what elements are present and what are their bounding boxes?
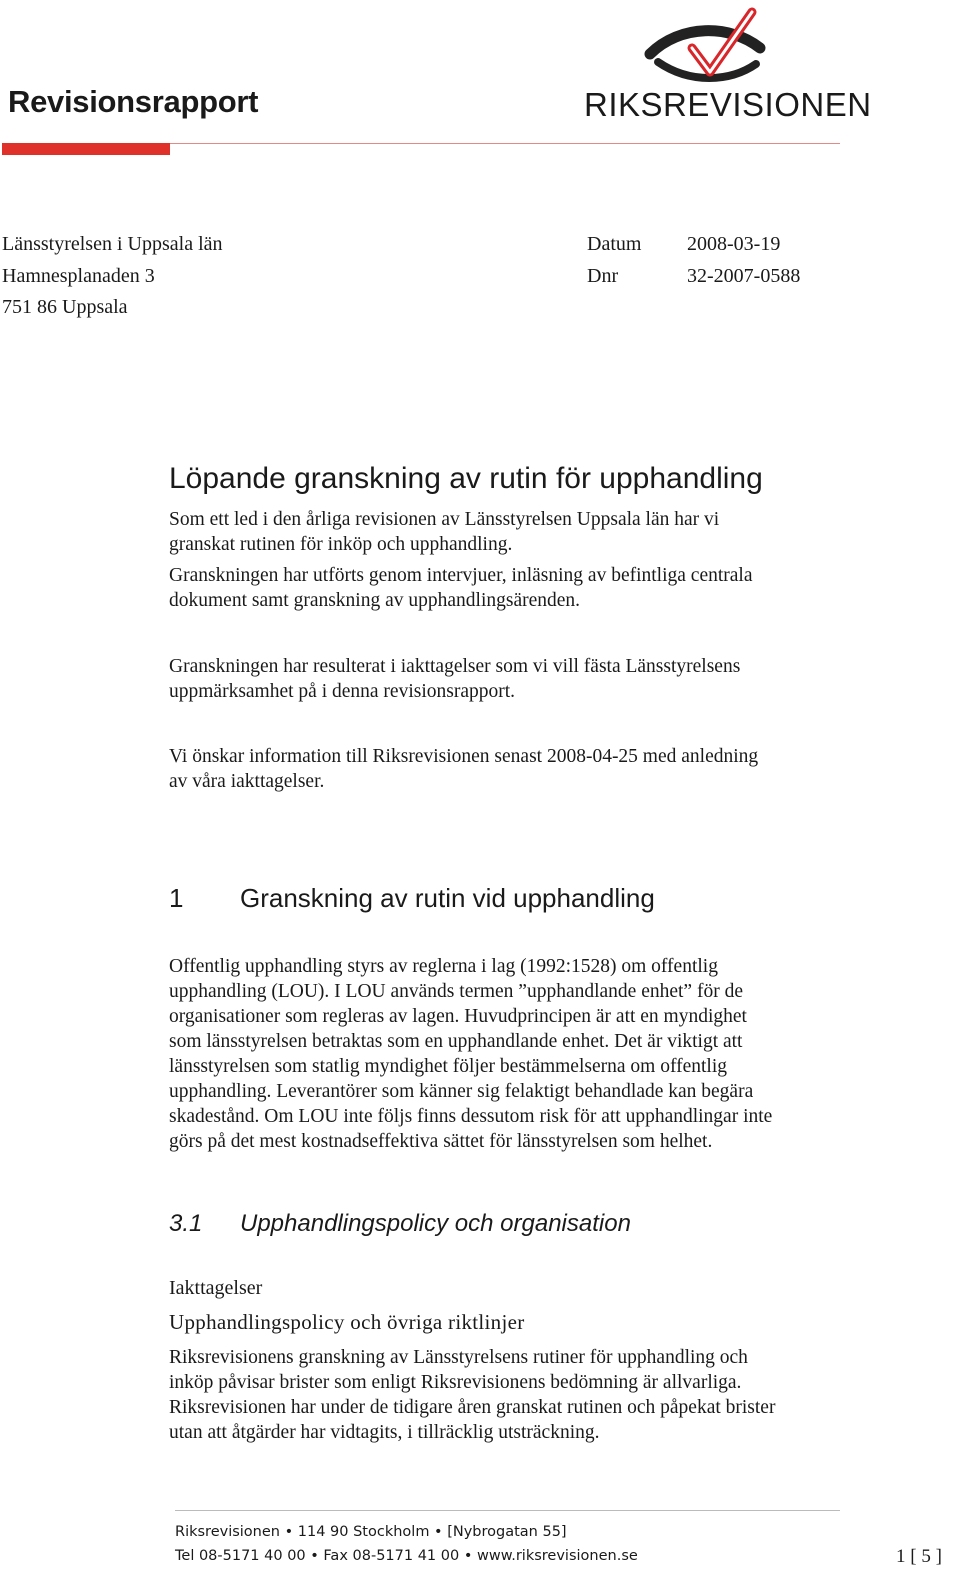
text-line: upphandling. Leverantörer som känner sig felaktigt behandlade kan begära (169, 1081, 754, 1102)
section-3-1-paragraph (169, 1345, 859, 1445)
text-line: Som ett led i den årliga revisionen av Länsstyrelsen Uppsala län har vi (169, 509, 720, 530)
section-title: Upphandlingspolicy och organisation (240, 1210, 631, 1237)
section-3-1-heading (169, 1210, 631, 1238)
intro-paragraph-2 (169, 563, 859, 613)
date-label: Datum (587, 233, 642, 255)
section-number: 3.1 (169, 1210, 203, 1237)
text-line: uppmärksamhet på i denna revisionsrapport. (169, 681, 516, 702)
footer-divider (175, 1510, 840, 1511)
text-line: organisationer som regleras av lagen. Huvudprincipen är att en myndighet (169, 1006, 747, 1027)
text-line: som länsstyrelsen betraktas som en upphandlande enhet. Det är viktigt att (169, 1031, 743, 1052)
text-line: Granskningen har resulterat i iakttagelser som vi vill fästa Länsstyrelsens (169, 656, 741, 677)
section-number: 1 (169, 883, 184, 913)
section-title: Granskning av rutin vid upphandling (240, 883, 655, 913)
text-line: Offentlig upphandling styrs av reglerna i lag (1992:1528) om offentlig (169, 956, 718, 977)
recipient-name: Länsstyrelsen i Uppsala län (2, 233, 223, 255)
recipient-postal: 751 86 Uppsala (2, 296, 128, 318)
text-line: upphandling (LOU). I LOU används termen ”upphandlande enhet” för de (169, 981, 743, 1002)
intro-paragraph-1 (169, 507, 859, 557)
section-1-paragraph (169, 954, 859, 1154)
text-line: skadestånd. Om LOU inte följs finns dessutom risk för att upphandlingar inte (169, 1106, 773, 1127)
observations-label: Iakttagelser (169, 1277, 263, 1299)
text-line: Granskningen har utförts genom intervjuer, inläsning av befintliga centrala (169, 565, 753, 586)
document-type-title: Revisionsrapport (8, 84, 259, 119)
recipient-street: Hamnesplanaden 3 (2, 265, 155, 287)
intro-paragraph-4 (169, 744, 859, 794)
intro-paragraph-3 (169, 654, 859, 704)
text-line: dokument samt granskning av upphandlingsärenden. (169, 590, 581, 611)
subsection-heading: Upphandlingspolicy och övriga riktlinjer (169, 1310, 525, 1334)
logo-wordmark: RIKSREVISIONEN (584, 86, 872, 123)
text-line: görs på det mest kostnadseffektiva sättet för länsstyrelsen som helhet. (169, 1131, 713, 1152)
page-number: 1 [ 5 ] (896, 1546, 942, 1567)
date-value: 2008-03-19 (687, 233, 781, 255)
text-line: Vi önskar information till Riksrevisionen senast 2008-04-25 med anledning (169, 746, 759, 767)
dnr-value: 32-2007-0588 (687, 265, 801, 287)
text-line: granskat rutinen för inköp och upphandling. (169, 534, 513, 555)
footer-contact: Tel 08-5171 40 00 • Fax 08-5171 41 00 • www.riksrevisionen.se (175, 1548, 638, 1564)
text-line: Riksrevisionens granskning av Länsstyrelsens rutiner för upphandling och (169, 1347, 748, 1368)
text-line: utan att åtgärder har vidtagits, i tillräcklig utsträckning. (169, 1422, 600, 1443)
text-line: Riksrevisionen har under de tidigare åren granskat rutinen och påpekat brister (169, 1397, 776, 1418)
dnr-label: Dnr (587, 265, 619, 287)
report-title: Löpande granskning av rutin för upphandling (169, 462, 763, 495)
footer-address: Riksrevisionen • 114 90 Stockholm • [Nybrogatan 55] (175, 1524, 567, 1540)
text-line: länsstyrelsen som statlig myndighet följer bestämmelserna om offentlig (169, 1056, 727, 1077)
text-line: inköp påvisar brister som enligt Riksrevisionens bedömning är allvarliga. (169, 1372, 742, 1393)
text-line: av våra iakttagelser. (169, 771, 325, 792)
header-accent-bar (2, 143, 170, 155)
section-1-heading (169, 883, 655, 914)
